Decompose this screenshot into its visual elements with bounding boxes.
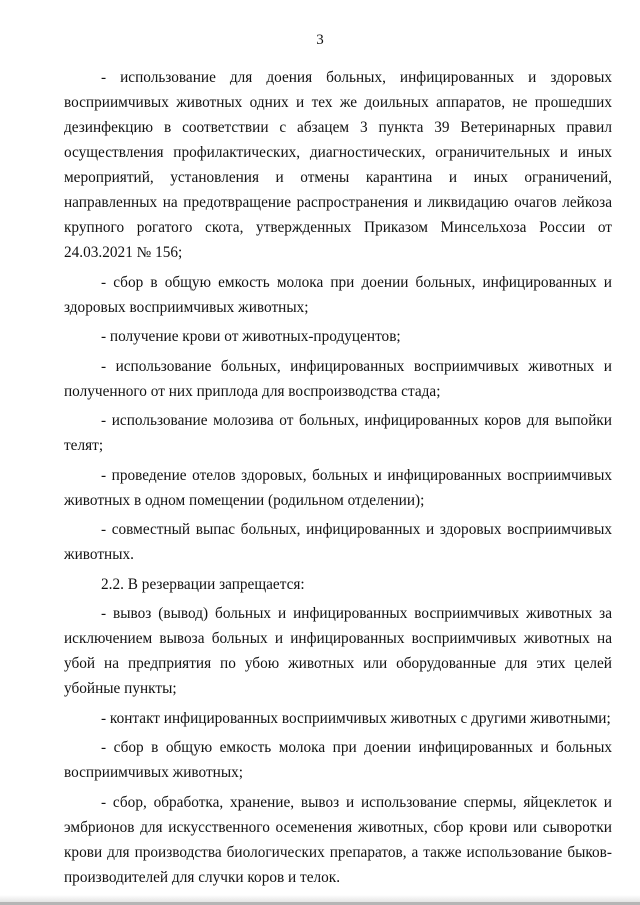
paragraph: - сбор в общую емкость молока при доении больных, инфицированных и здоровых восприимчивых животных; [64,273,612,316]
page-number: 3 [316,32,324,48]
paragraph: - совместный выпас больных, инфицированных и здоровых восприимчивых животных. [64,521,612,563]
paragraph: - получение крови от животных-продуцентов; [101,328,401,345]
paragraph: - проведение отелов здоровых, больных и инфицированных восприимчивых животных в одном помещении (родильном отделении); [64,466,612,509]
paragraph: - сбор в общую емкость молока при доении инфицированных и больных восприимчивых животных; [64,739,612,781]
paragraph: - сбор, обработка, хранение, вывоз и использование спермы, яйцеклеток и эмбрионов для искусственного осеменения животных, сбор крови или сыворотки крови для производства биологических препаратов, а также использование быков-производителей для случки коров и телок. [64,793,612,886]
section-heading: 2.2. В резервации запрещается: [101,575,305,593]
paragraph: - использование больных, инфицированных восприимчивых животных и полученного от них приплода для воспроизводства стада; [64,357,612,400]
paragraph: - контакт инфицированных восприимчивых животных с другими животными; [101,709,611,727]
paragraph: - использование для доения больных, инфицированных и здоровых восприимчивых животных одних и тех же доильных аппаратов, не прошедших дезинфекцию в соответствии с абзацем 3 пункта 39 Ветеринарных правил осуществления профилактических, диагностических, ограничительных и иных мероприятий, установления и отмены карантина и иных ограничений, направленных на предотвращение распространения и ликвидацию очагов лейкоза крупного рогатого скота, утвержденных Приказом Минсельхоза России от 24.03.2021 № 156; [64,69,612,261]
document-body [64,65,612,894]
paragraph: - использование молозива от больных, инфицированных коров для выпойки телят; [64,412,612,454]
paragraph: - вывоз (вывод) больных и инфицированных восприимчивых животных за исключением вывоза больных и инфицированных восприимчивых животных на убой на предприятия по убою животных или оборудованные для этих целей убойные пункты; [64,605,612,697]
